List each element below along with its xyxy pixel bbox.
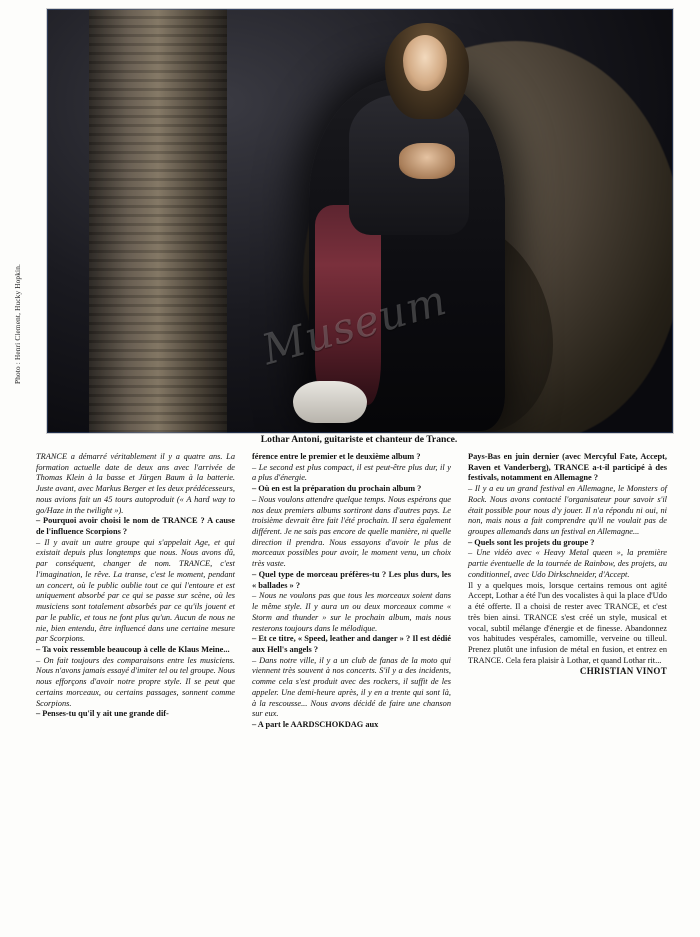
watermark-text: Museum — [256, 275, 453, 375]
author-signature: CHRISTIAN VINOT — [579, 666, 667, 677]
paragraph: – Dans notre ville, il y a un club de fanas de la moto qui viennent très souvent à nos concerts. S'il y a des incidents, comme cela s'est produit avec des rockers, il suffit de les appeler. Une demi-heure après, il y en a trente qui sont là, à la rescousse... Nous avons décidé de faire une chanson sur eux. — [252, 655, 451, 719]
question: Pays-Bas en juin dernier (avec Mercyful Fate, Accept, Raven et Vanderberg), TRANCE a-t-il participé à des festivals, notamment en Allemagne ? — [468, 452, 667, 483]
photo-inner-border — [47, 9, 673, 433]
question: – Quels sont les projets du groupe ? — [468, 537, 595, 547]
paragraph: – Le second est plus compact, il est peut-être plus dur, il y a plus d'énergie. — [252, 462, 451, 483]
text-column-3 — [468, 452, 667, 922]
article-photo — [46, 8, 674, 434]
paragraph: – Nous voulons attendre quelque temps. Nous espérons que nos deux premiers albums sortiront dans d'autres pays. Le troisième devrait être fait l'été prochain. Il sera également différent. Je ne sais pas encore de quelle manière, ni quelle direction il prendra. Nous essayons d'avoir le plus de morceaux possibles pour avoir, le moment venu, un choix très vaste. — [252, 494, 451, 569]
paragraph: – On fait toujours des comparaisons entre les musiciens. Nous n'avons jamais essayé d'imiter tel ou tel groupe. Nous nous efforçons d'avoir notre propre style. Il se peut que certains morceaux, ou certains passages, sonnent comme Scorpions. — [36, 655, 235, 708]
paragraph: – Il y avait un autre groupe qui s'appelait Age, et qui existait depuis plus longtemps que nous. Nous avons dû, par conséquent, changer de nom. TRANCE, c'est l'imagination, le rêve. La transe, c'est le moment, pendant un concert, où le public oublie tout ce qui l'entoure et est uniquement absorbé par ce qui se passe sur scène, où les musiciens sont totalement absorbés par ce qu'ils jouent et par le public, et tous ne font plus qu'un. Aucun de nous ne nie, bien entendu, être influencé dans une certaine mesure par Scorpions. — [36, 537, 235, 644]
question: – Ta voix ressemble beaucoup à celle de Klaus Meine... — [36, 644, 230, 654]
photo-credit: Photo : Henri Clement, Hucky Hopkin. — [14, 264, 22, 384]
question: – Pourquoi avoir choisi le nom de TRANCE ? A cause de l'influence Scorpions ? — [36, 516, 235, 537]
question: – Penses-tu qu'il y ait une grande dif- — [36, 709, 169, 719]
question: férence entre le premier et le deuxième album ? — [252, 452, 421, 461]
article-body — [36, 452, 668, 922]
question: – Où en est la préparation du prochain album ? — [252, 484, 422, 494]
paragraph: – Nous ne voulons pas que tous les morceaux soient dans le même style. Il y aura un ou deux morceaux comme « Storm and thunder » sur le prochain album, mais nous resterons toujours dans le mélodique. — [252, 591, 451, 633]
question: – Et ce titre, « Speed, leather and danger » ? Il est dédié aux Hell's angels ? — [252, 634, 451, 654]
photo-caption: Lothar Antoni, guitariste et chanteur de Trance. — [260, 434, 458, 445]
paragraph: TRANCE a démarré véritablement il y a quatre ans. La formation actuelle date de deux ans avec l'arrivée de Thomas Klein à la basse et Jürgen Baum à la batterie. Juste avant, avec Markus Berger et les deux prédécesseurs, nous avions fait un 45 tours autoproduit (« A hard way to go/Haze in the twilight »). — [36, 452, 235, 515]
question: – Quel type de morceau préfères-tu ? Les plus durs, les « ballades » ? — [252, 569, 451, 590]
question: – A part le AARDSCHOKDAG aux — [252, 719, 379, 729]
paragraph: – Une vidéo avec « Heavy Metal queen », la première partie éventuelle de la tournée de Rainbow, des projets, au conditionnel, avec Udo Dirkschneider, d'Accept. — [468, 548, 667, 579]
text-column-2 — [252, 452, 451, 922]
text-column-1 — [36, 452, 235, 922]
paragraph: Il y a quelques mois, lorsque certains remous ont agité Accept, Lothar a été l'un des vocalistes à qui la place d'Udo a été offerte. Il a choisi de rester avec TRANCE, et c'est très bien ainsi. TRANCE s'est créé un style, musical et vocal, subtil mélange d'énergie et de finesse. Abandonnez vos habitudes vespérales, camomille, verveine ou tilleul. Prenez plutôt une infusion de métal en fusion, et entrez en TRANCE. Cela fera plaisir à Lothar, et quand Lothar rit... — [468, 580, 667, 665]
paragraph: – Il y a eu un grand festival en Allemagne, le Monsters of Rock. Nous avons contacté l'organisateur pour savoir s'il était possible pour nous d'y jouer. Il n'a répondu ni oui, ni non, mais nous a fait comprendre qu'il ne voulait pas de groupes allemands dans un festival en Allemagne... — [468, 484, 667, 537]
